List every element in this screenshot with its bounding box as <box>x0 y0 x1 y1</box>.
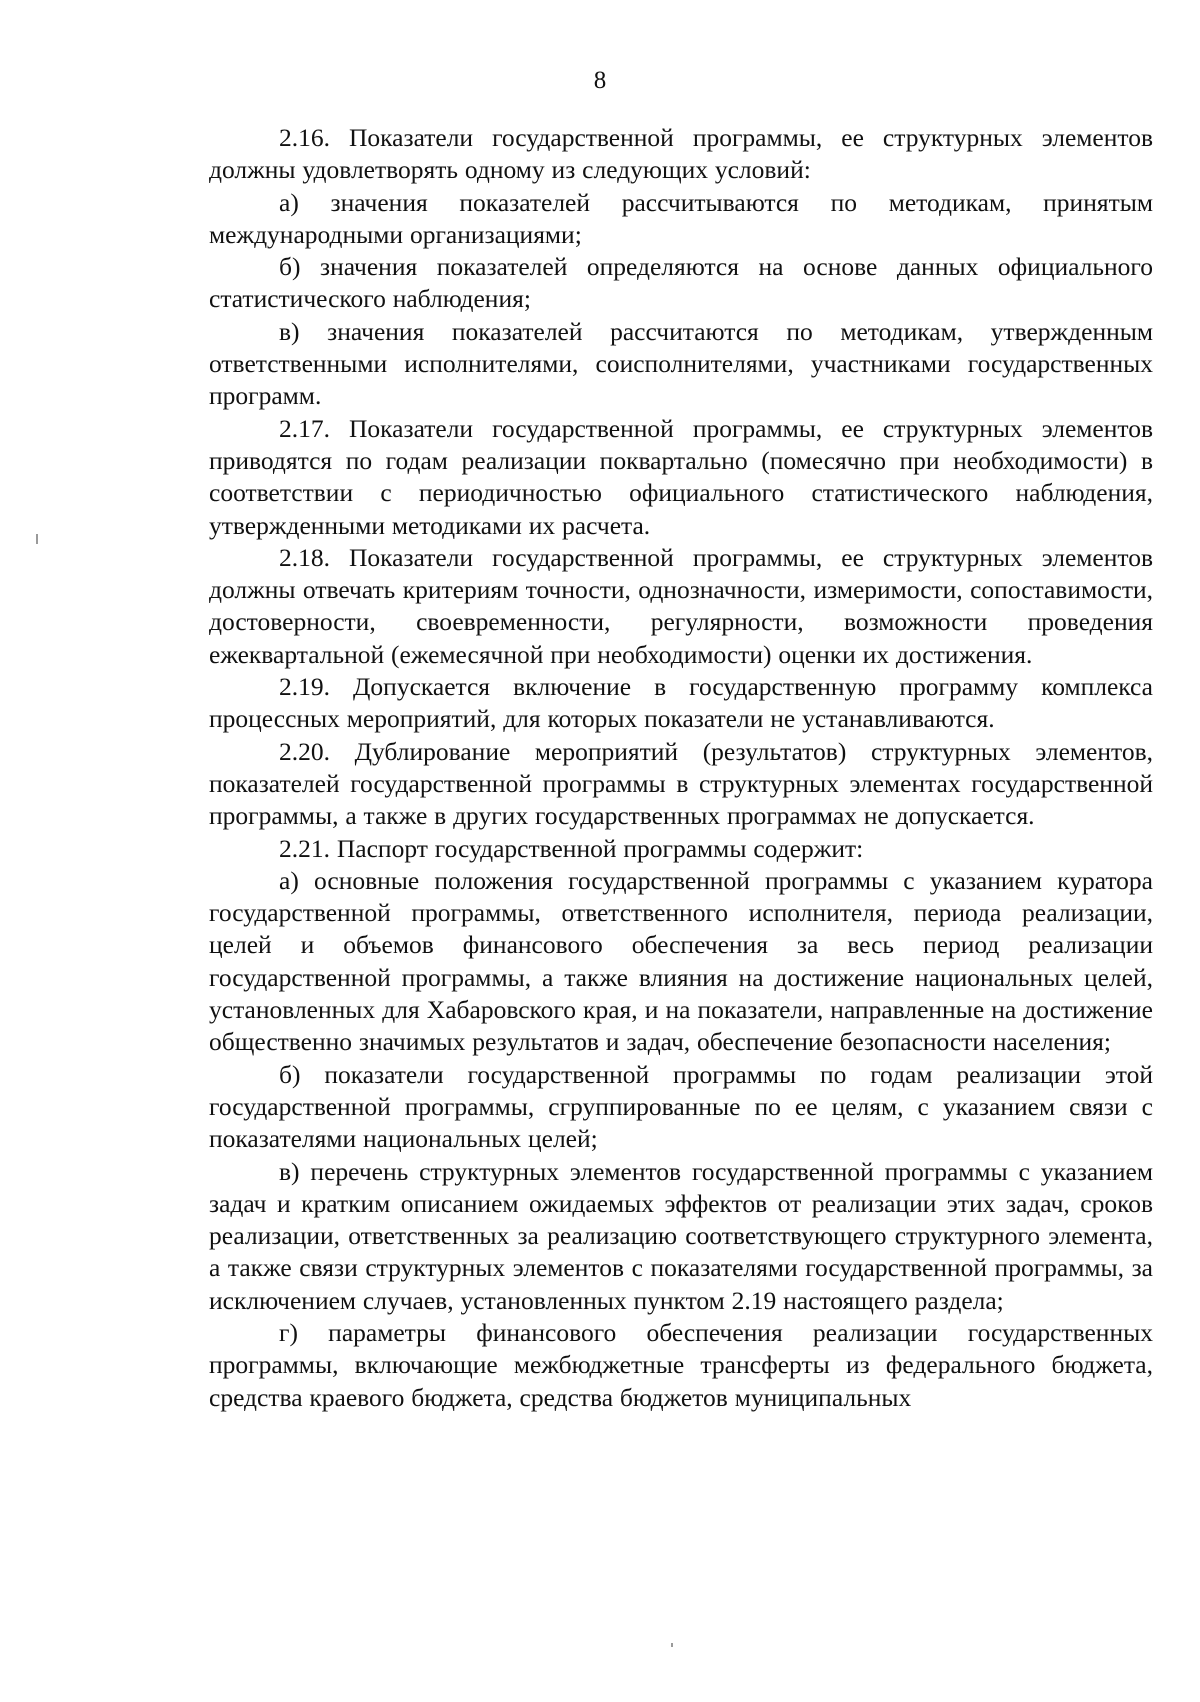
paragraph-2-21-a: а) основные положения государственной программы с указанием куратора государственной программы, ответственного исполнителя, периода реализации, целей и объемов финансового обеспечения за весь период реализации государственной программы, а также влияния на достижение национальных целей, установленных для Хабаровского края, и на показатели, направленные на достижение общественно значимых результатов и задач, обеспечение безопасности населения; <box>209 865 1153 1057</box>
paragraph-2-18: 2.18. Показатели государственной программы, ее структурных элементов должны отвечать критериям точности, однозначности, измеримости, сопоставимости, достоверности, своевременности, регулярности, возможности проведения ежеквартальной (ежемесячной при необходимости) оценки их достижения. <box>209 542 1153 669</box>
paragraph-2-21-v: в) перечень структурных элементов государственной программы с указанием задач и кратким описанием ожидаемых эффектов от реализации этих задач, сроков реализации, ответственных за реализацию соответствующего структурного элемента, а также связи структурных элементов с показателями государственной программы, за исключением случаев, установленных пунктом 2.19 настоящего раздела; <box>209 1156 1153 1315</box>
paragraph-2-16-v: в) значения показателей рассчитаются по методикам, утвержденным ответственными исполнителями, соисполнителями, участниками государственных программ. <box>209 316 1153 411</box>
page-number: 8 <box>593 67 607 94</box>
paragraph-2-16-a: а) значения показателей рассчитываются по методикам, принятым международными организациями; <box>209 187 1153 249</box>
body-text <box>209 122 1153 1414</box>
scan-mark-bottom <box>671 1643 673 1647</box>
paragraph-2-16-b: б) значения показателей определяются на основе данных официального статистического наблюдения; <box>209 252 1153 314</box>
paragraph-2-16: 2.16. Показатели государственной программы, ее структурных элементов должны удовлетворять одному из следующих условий: <box>209 123 1153 185</box>
paragraph-2-19: 2.19. Допускается включение в государственную программу комплекса процессных мероприятий, для которых показатели не устанавливаются. <box>209 672 1153 734</box>
paragraph-2-17: 2.17. Показатели государственной программы, ее структурных элементов приводятся по годам реализации поквартально (помесячно при необходимости) в соответствии с периодичностью официального статистического наблюдения, утвержденными методиками их расчета. <box>209 413 1153 540</box>
paragraph-2-20: 2.20. Дублирование мероприятий (результатов) структурных элементов, показателей государственной программы в структурных элементах государственной программы, а также в других государственных программах не допускается. <box>209 736 1153 831</box>
paragraph-2-21-g: г) параметры финансового обеспечения реализации государственных программы, включающие межбюджетные трансферты из федерального бюджета, средства краевого бюджета, средства бюджетов муниципальных <box>209 1317 1153 1412</box>
scan-mark-left <box>36 534 38 544</box>
paragraph-2-21: 2.21. Паспорт государственной программы содержит: <box>279 833 864 863</box>
paragraph-2-21-b: б) показатели государственной программы по годам реализации этой государственной программы, сгруппированные по ее целям, с указанием связи с показателями национальных целей; <box>209 1059 1153 1154</box>
